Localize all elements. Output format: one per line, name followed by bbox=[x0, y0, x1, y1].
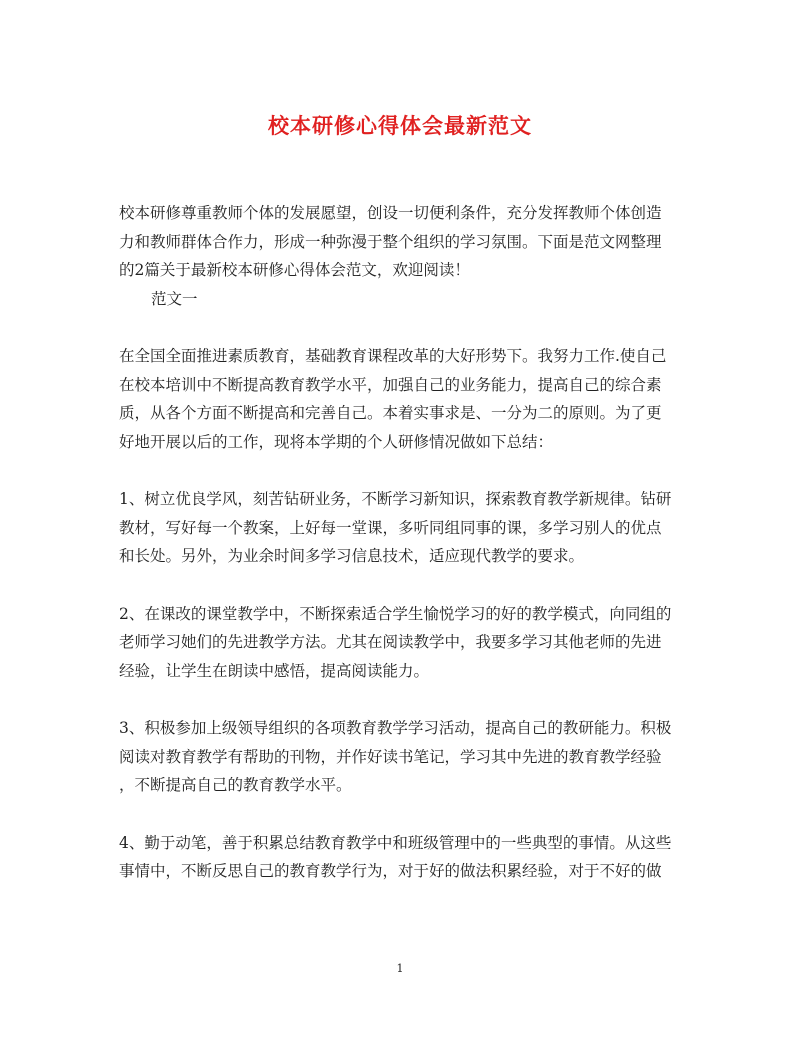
section-heading bbox=[119, 285, 684, 314]
text-line: 1、树立优良学风，刻苦钻研业务，不断学习新知识，探索教育教学新规律。钻研 bbox=[119, 490, 672, 508]
text-line: 事情中，不断反思自己的教育教学行为，对于好的做法积累经验，对于不好的做 bbox=[119, 862, 662, 880]
text-line: 3、积极参加上级领导组织的各项教育教学学习活动，提高自己的教研能力。积极 bbox=[119, 719, 672, 737]
text-line: 教材，写好每一个教案，上好每一堂课，多听同组同事的课，多学习别人的优点 bbox=[119, 518, 662, 537]
text-line: 在校本培训中不断提高教育教学水平，加强自己的业务能力，提高自己的综合素 bbox=[119, 375, 662, 394]
text-line: 4、勤于动笔，善于积累总结教育教学中和班级管理中的一些典型的事情。从这些 bbox=[119, 833, 672, 852]
text-line: 校本研修尊重教师个体的发展愿望，创设一切便利条件，充分发挥教师个体创造 bbox=[119, 204, 662, 222]
text-line: 阅读对教育教学有帮助的刊物，并作好读书笔记，学习其中先进的教育教学经验 bbox=[119, 747, 662, 766]
text-line: 2、在课改的课堂教学中，不断探索适合学生愉悦学习的好的教学模式，向同组的 bbox=[119, 604, 672, 623]
list-item-2 bbox=[119, 600, 684, 686]
list-item-1 bbox=[119, 485, 684, 571]
text-line: 好地开展以后的工作，现将本学期的个人研修情况做如下总结： bbox=[119, 432, 554, 451]
text-line: 经验，让学生在朗读中感悟，提高阅读能力。 bbox=[119, 661, 430, 680]
text-line: 和长处。另外，为业余时间多学习信息技术，适应现代教学的要求。 bbox=[119, 547, 585, 565]
text-line: 的2篇关于最新校本研修心得体会范文，欢迎阅读！ bbox=[119, 261, 470, 279]
text-line: 质，从各个方面不断提高和完善自己。本着实事求是、一分为二的原则。为了更 bbox=[119, 404, 662, 422]
text-line: 力和教师群体合作力，形成一种弥漫于整个组织的学习氛围。下面是范文网整理 bbox=[119, 232, 662, 251]
section-heading-text: 范文一 bbox=[151, 289, 198, 308]
list-item-3 bbox=[119, 714, 684, 800]
intro-paragraph bbox=[119, 199, 684, 285]
document-title: 校本研修心得体会最新范文 bbox=[268, 113, 532, 138]
text-line: 在全国全面推进素质教育，基础教育课程改革的大好形势下。我努力工作.使自己 bbox=[119, 347, 667, 365]
text-line: 老师学习她们的先进教学方法。尤其在阅读教学中，我要多学习其他老师的先进 bbox=[119, 633, 662, 651]
paragraph-1 bbox=[119, 342, 684, 456]
list-item-4 bbox=[119, 829, 684, 886]
page-number: 1 bbox=[396, 962, 404, 975]
document-body bbox=[119, 199, 684, 886]
text-line: ，不断提高自己的教育教学水平。 bbox=[119, 776, 352, 794]
